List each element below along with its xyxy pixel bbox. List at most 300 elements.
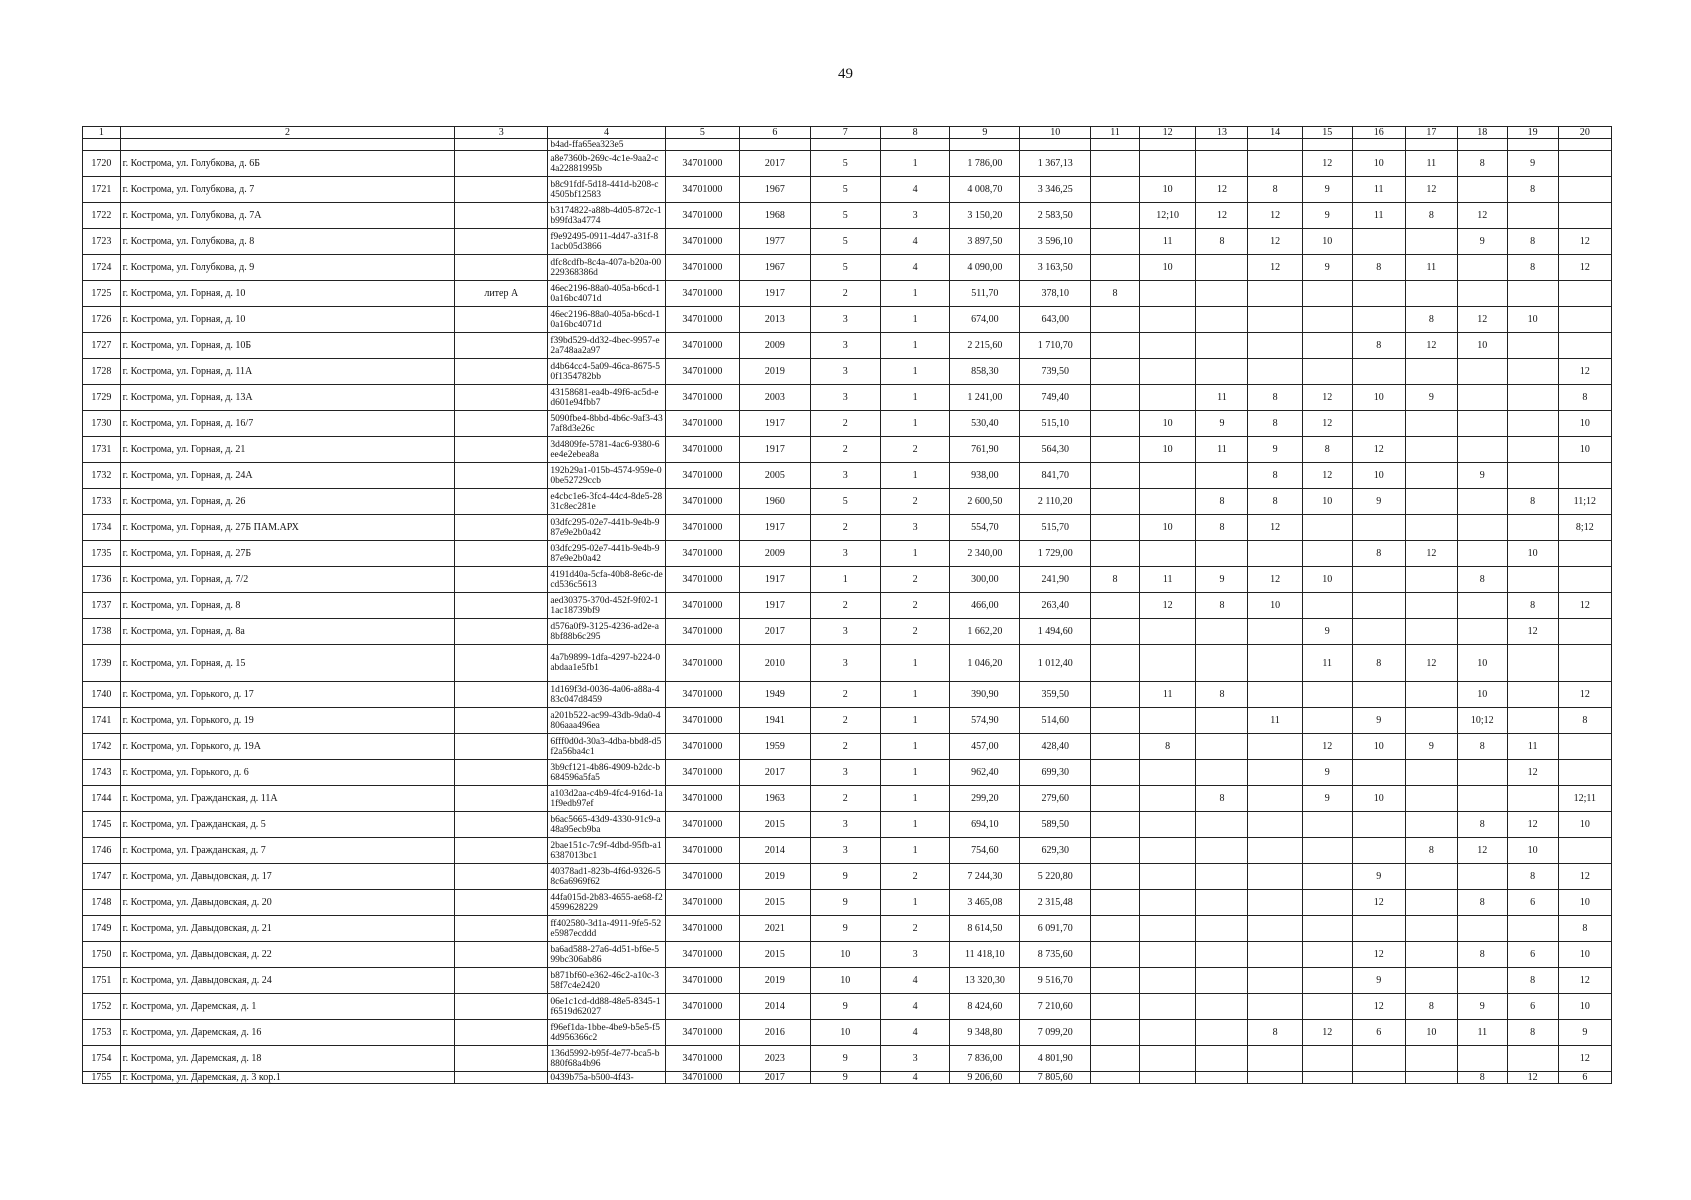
period-value-cell: 8 <box>1558 708 1611 734</box>
continuation-id-cell: b4ad-ffa65ea323e5 <box>548 139 665 151</box>
period-value-cell <box>1558 541 1611 567</box>
period-value-cell <box>1091 359 1140 385</box>
address-cell: г. Кострома, ул. Горная, д. 26 <box>120 489 455 515</box>
fias-id-cell: 03dfc295-02e7-441b-9e4b-987e9e2b0a42 <box>548 541 665 567</box>
cell-empty <box>1020 139 1091 151</box>
cell-empty <box>810 139 880 151</box>
period-value-cell: 8 <box>1457 942 1507 968</box>
floors-cell: 9 <box>810 890 880 916</box>
oktmo-cell: 34701000 <box>665 411 739 437</box>
living-area-cell: 3 163,50 <box>1020 255 1091 281</box>
period-value-cell: 8 <box>1091 567 1140 593</box>
entrances-cell: 3 <box>880 942 950 968</box>
column-number-header: 10 <box>1020 127 1091 139</box>
period-value-cell: 12 <box>1302 411 1352 437</box>
floors-cell: 10 <box>810 1020 880 1046</box>
total-area-cell: 3 150,20 <box>950 203 1020 229</box>
address-cell: г. Кострома, ул. Горная, д. 16/7 <box>120 411 455 437</box>
period-value-cell: 10 <box>1352 385 1405 411</box>
build-year-cell: 1917 <box>739 515 810 541</box>
period-value-cell: 8 <box>1248 411 1302 437</box>
period-value-cell: 12 <box>1405 645 1457 682</box>
table-row <box>83 359 1612 385</box>
column-number-header: 11 <box>1091 127 1140 139</box>
period-value-cell <box>1405 968 1457 994</box>
build-year-cell: 1917 <box>739 593 810 619</box>
period-value-cell <box>1507 333 1558 359</box>
address-cell: г. Кострома, ул. Горная, д. 21 <box>120 437 455 463</box>
entrances-cell: 1 <box>880 463 950 489</box>
total-area-cell: 2 340,00 <box>950 541 1020 567</box>
period-value-cell: 9 <box>1352 968 1405 994</box>
litera-cell <box>455 619 548 645</box>
period-value-cell: 12 <box>1352 890 1405 916</box>
period-value-cell: 8 <box>1405 994 1457 1020</box>
period-value-cell: 9 <box>1302 619 1352 645</box>
period-value-cell <box>1352 812 1405 838</box>
entrances-cell: 1 <box>880 151 950 177</box>
cell-empty <box>455 139 548 151</box>
floors-cell: 10 <box>810 942 880 968</box>
address-cell: г. Кострома, ул. Горная, д. 7/2 <box>120 567 455 593</box>
period-value-cell: 11 <box>1457 1020 1507 1046</box>
table-row <box>83 567 1612 593</box>
period-value-cell: 10 <box>1139 255 1196 281</box>
period-value-cell <box>1302 359 1352 385</box>
period-value-cell: 9 <box>1352 864 1405 890</box>
period-value-cell <box>1352 1046 1405 1072</box>
floors-cell: 3 <box>810 385 880 411</box>
cell-empty <box>950 139 1020 151</box>
table-row <box>83 942 1612 968</box>
period-value-cell <box>1139 1020 1196 1046</box>
table-row <box>83 916 1612 942</box>
period-value-cell <box>1139 1072 1196 1084</box>
period-value-cell: 12 <box>1457 307 1507 333</box>
period-value-cell <box>1352 916 1405 942</box>
period-value-cell <box>1196 968 1248 994</box>
period-value-cell <box>1248 838 1302 864</box>
period-value-cell: 6 <box>1352 1020 1405 1046</box>
row-number-cell: 1730 <box>83 411 121 437</box>
litera-cell <box>455 838 548 864</box>
entrances-cell: 1 <box>880 682 950 708</box>
build-year-cell: 2014 <box>739 838 810 864</box>
period-value-cell <box>1196 281 1248 307</box>
period-value-cell: 8 <box>1248 177 1302 203</box>
build-year-cell: 1917 <box>739 281 810 307</box>
cell-empty <box>1302 139 1352 151</box>
row-number-cell: 1742 <box>83 734 121 760</box>
entrances-cell: 1 <box>880 281 950 307</box>
entrances-cell: 4 <box>880 255 950 281</box>
fias-id-cell: b871bf60-e362-46c2-a10c-358f7c4e2420 <box>548 968 665 994</box>
period-value-cell <box>1405 786 1457 812</box>
period-value-cell <box>1091 203 1140 229</box>
cell-empty <box>1405 139 1457 151</box>
living-area-cell: 699,30 <box>1020 760 1091 786</box>
period-value-cell <box>1405 890 1457 916</box>
floors-cell: 3 <box>810 619 880 645</box>
period-value-cell: 12 <box>1558 968 1611 994</box>
table-row <box>83 177 1612 203</box>
entrances-cell: 4 <box>880 994 950 1020</box>
period-value-cell: 11 <box>1139 567 1196 593</box>
oktmo-cell: 34701000 <box>665 645 739 682</box>
period-value-cell <box>1091 942 1140 968</box>
period-value-cell <box>1405 619 1457 645</box>
period-value-cell: 9 <box>1196 567 1248 593</box>
build-year-cell: 2017 <box>739 760 810 786</box>
period-value-cell <box>1507 411 1558 437</box>
period-value-cell: 8 <box>1507 255 1558 281</box>
period-value-cell: 11;12 <box>1558 489 1611 515</box>
total-area-cell: 8 614,50 <box>950 916 1020 942</box>
period-value-cell <box>1248 942 1302 968</box>
fias-id-cell: 40378ad1-823b-4f6d-9326-58c6a6969f62 <box>548 864 665 890</box>
litera-cell <box>455 151 548 177</box>
period-value-cell <box>1139 385 1196 411</box>
floors-cell: 2 <box>810 515 880 541</box>
period-value-cell <box>1091 864 1140 890</box>
period-value-cell: 10 <box>1139 177 1196 203</box>
floors-cell: 3 <box>810 463 880 489</box>
period-value-cell <box>1405 437 1457 463</box>
period-value-cell <box>1457 385 1507 411</box>
period-value-cell <box>1405 682 1457 708</box>
period-value-cell: 8 <box>1558 385 1611 411</box>
period-value-cell <box>1091 1046 1140 1072</box>
period-value-cell <box>1457 177 1507 203</box>
address-cell: г. Кострома, ул. Давыдовская, д. 24 <box>120 968 455 994</box>
living-area-cell: 4 801,90 <box>1020 1046 1091 1072</box>
living-area-cell: 9 516,70 <box>1020 968 1091 994</box>
period-value-cell <box>1248 645 1302 682</box>
floors-cell: 3 <box>810 541 880 567</box>
period-value-cell: 12 <box>1352 942 1405 968</box>
period-value-cell <box>1248 864 1302 890</box>
period-value-cell <box>1248 1046 1302 1072</box>
period-value-cell: 12 <box>1352 437 1405 463</box>
litera-cell <box>455 333 548 359</box>
period-value-cell <box>1457 916 1507 942</box>
period-value-cell <box>1507 203 1558 229</box>
fias-id-cell: d4b64cc4-5a09-46ca-8675-50f1354782bb <box>548 359 665 385</box>
living-area-cell: 1 494,60 <box>1020 619 1091 645</box>
row-number-cell: 1733 <box>83 489 121 515</box>
period-value-cell: 11 <box>1507 734 1558 760</box>
entrances-cell: 1 <box>880 541 950 567</box>
litera-cell <box>455 760 548 786</box>
total-area-cell: 574,90 <box>950 708 1020 734</box>
entrances-cell: 1 <box>880 307 950 333</box>
column-number-header: 4 <box>548 127 665 139</box>
period-value-cell: 9 <box>1507 151 1558 177</box>
period-value-cell: 9 <box>1302 786 1352 812</box>
fias-id-cell: 6fff0d0d-30a3-4dba-bbd8-d5f2a56ba4c1 <box>548 734 665 760</box>
period-value-cell: 11 <box>1405 151 1457 177</box>
row-number-cell: 1736 <box>83 567 121 593</box>
period-value-cell <box>1302 890 1352 916</box>
period-value-cell <box>1139 812 1196 838</box>
row-number-cell: 1739 <box>83 645 121 682</box>
period-value-cell <box>1457 359 1507 385</box>
period-value-cell <box>1558 463 1611 489</box>
column-number-header: 9 <box>950 127 1020 139</box>
entrances-cell: 1 <box>880 645 950 682</box>
total-area-cell: 300,00 <box>950 567 1020 593</box>
fias-id-cell: 192b29a1-015b-4574-959e-00be52729ccb <box>548 463 665 489</box>
period-value-cell <box>1558 645 1611 682</box>
oktmo-cell: 34701000 <box>665 515 739 541</box>
build-year-cell: 2017 <box>739 619 810 645</box>
table-row <box>83 708 1612 734</box>
period-value-cell: 6 <box>1507 994 1558 1020</box>
table-row <box>83 463 1612 489</box>
period-value-cell <box>1352 307 1405 333</box>
living-area-cell: 1 710,70 <box>1020 333 1091 359</box>
total-area-cell: 466,00 <box>950 593 1020 619</box>
period-value-cell <box>1302 838 1352 864</box>
period-value-cell: 9 <box>1352 489 1405 515</box>
period-value-cell <box>1139 838 1196 864</box>
row-number-cell: 1744 <box>83 786 121 812</box>
period-value-cell: 10 <box>1558 994 1611 1020</box>
row-number-cell: 1735 <box>83 541 121 567</box>
period-value-cell: 11 <box>1139 682 1196 708</box>
oktmo-cell: 34701000 <box>665 760 739 786</box>
row-number-cell: 1748 <box>83 890 121 916</box>
total-area-cell: 11 418,10 <box>950 942 1020 968</box>
period-value-cell: 8 <box>1196 593 1248 619</box>
period-value-cell: 9 <box>1558 1020 1611 1046</box>
period-value-cell <box>1139 786 1196 812</box>
table-row <box>83 229 1612 255</box>
period-value-cell: 9 <box>1352 708 1405 734</box>
period-value-cell: 12 <box>1558 1046 1611 1072</box>
period-value-cell: 9 <box>1405 734 1457 760</box>
floors-cell: 2 <box>810 786 880 812</box>
total-area-cell: 938,00 <box>950 463 1020 489</box>
address-cell: г. Кострома, ул. Горького, д. 17 <box>120 682 455 708</box>
entrances-cell: 1 <box>880 812 950 838</box>
living-area-cell: 514,60 <box>1020 708 1091 734</box>
floors-cell: 2 <box>810 281 880 307</box>
period-value-cell <box>1091 708 1140 734</box>
period-value-cell <box>1196 541 1248 567</box>
oktmo-cell: 34701000 <box>665 838 739 864</box>
period-value-cell: 8;12 <box>1558 515 1611 541</box>
period-value-cell: 12 <box>1405 541 1457 567</box>
living-area-cell: 2 110,20 <box>1020 489 1091 515</box>
litera-cell <box>455 515 548 541</box>
row-number-cell: 1753 <box>83 1020 121 1046</box>
address-cell: г. Кострома, ул. Горная, д. 10Б <box>120 333 455 359</box>
period-value-cell: 12 <box>1507 1072 1558 1084</box>
period-value-cell: 8 <box>1352 645 1405 682</box>
fias-id-cell: 3b9cf121-4b86-4909-b2dc-b684596a5fa5 <box>548 760 665 786</box>
total-area-cell: 2 215,60 <box>950 333 1020 359</box>
table-row <box>83 838 1612 864</box>
entrances-cell: 2 <box>880 864 950 890</box>
period-value-cell <box>1248 786 1302 812</box>
fias-id-cell: 4191d40a-5cfa-40b8-8e6c-decd536c5613 <box>548 567 665 593</box>
living-area-cell: 1 367,13 <box>1020 151 1091 177</box>
build-year-cell: 2016 <box>739 1020 810 1046</box>
period-value-cell <box>1196 916 1248 942</box>
period-value-cell: 8 <box>1405 838 1457 864</box>
oktmo-cell: 34701000 <box>665 255 739 281</box>
litera-cell <box>455 916 548 942</box>
entrances-cell: 1 <box>880 838 950 864</box>
row-number-cell: 1747 <box>83 864 121 890</box>
litera-cell <box>455 541 548 567</box>
period-value-cell <box>1091 333 1140 359</box>
fias-id-cell: ba6ad588-27a6-4d51-bf6e-599bc306ab86 <box>548 942 665 968</box>
period-value-cell <box>1196 812 1248 838</box>
entrances-cell: 2 <box>880 489 950 515</box>
period-value-cell <box>1405 359 1457 385</box>
living-area-cell: 841,70 <box>1020 463 1091 489</box>
build-year-cell: 2015 <box>739 890 810 916</box>
period-value-cell <box>1405 916 1457 942</box>
floors-cell: 5 <box>810 489 880 515</box>
litera-cell: литер А <box>455 281 548 307</box>
period-value-cell <box>1507 515 1558 541</box>
living-area-cell: 1 729,00 <box>1020 541 1091 567</box>
living-area-cell: 564,30 <box>1020 437 1091 463</box>
period-value-cell <box>1352 411 1405 437</box>
living-area-cell: 629,30 <box>1020 838 1091 864</box>
period-value-cell: 6 <box>1507 890 1558 916</box>
cell-empty <box>1558 139 1611 151</box>
period-value-cell <box>1352 1072 1405 1084</box>
entrances-cell: 3 <box>880 515 950 541</box>
period-value-cell <box>1558 734 1611 760</box>
period-value-cell: 9 <box>1302 177 1352 203</box>
entrances-cell: 2 <box>880 619 950 645</box>
litera-cell <box>455 942 548 968</box>
table-row <box>83 1046 1612 1072</box>
period-value-cell <box>1091 255 1140 281</box>
living-area-cell: 263,40 <box>1020 593 1091 619</box>
period-value-cell <box>1091 682 1140 708</box>
fias-id-cell: f96ef1da-1bbe-4be9-b5e5-f54d956366c2 <box>548 1020 665 1046</box>
floors-cell: 1 <box>810 567 880 593</box>
table-row <box>83 682 1612 708</box>
fias-id-cell: d576a0f9-3125-4236-ad2e-a8bf88b6c295 <box>548 619 665 645</box>
period-value-cell <box>1139 151 1196 177</box>
oktmo-cell: 34701000 <box>665 567 739 593</box>
cell-empty <box>1352 139 1405 151</box>
build-year-cell: 2010 <box>739 645 810 682</box>
column-number-header: 3 <box>455 127 548 139</box>
period-value-cell: 12 <box>1405 177 1457 203</box>
table-row <box>83 411 1612 437</box>
period-value-cell <box>1248 281 1302 307</box>
litera-cell <box>455 463 548 489</box>
period-value-cell: 12 <box>1248 515 1302 541</box>
period-value-cell <box>1507 682 1558 708</box>
table-row <box>83 515 1612 541</box>
period-value-cell <box>1405 463 1457 489</box>
floors-cell: 2 <box>810 708 880 734</box>
table-row <box>83 1020 1612 1046</box>
period-value-cell <box>1302 994 1352 1020</box>
period-value-cell: 8 <box>1196 515 1248 541</box>
period-value-cell <box>1302 916 1352 942</box>
period-value-cell <box>1196 151 1248 177</box>
period-value-cell <box>1352 619 1405 645</box>
litera-cell <box>455 812 548 838</box>
period-value-cell <box>1352 515 1405 541</box>
period-value-cell <box>1405 567 1457 593</box>
period-value-cell <box>1139 1046 1196 1072</box>
table-row <box>83 385 1612 411</box>
living-area-cell: 515,10 <box>1020 411 1091 437</box>
litera-cell <box>455 177 548 203</box>
table-row <box>83 437 1612 463</box>
row-number-cell: 1755 <box>83 1072 121 1084</box>
entrances-cell: 1 <box>880 786 950 812</box>
period-value-cell: 10;12 <box>1457 708 1507 734</box>
period-value-cell: 12 <box>1196 203 1248 229</box>
column-number-header: 12 <box>1139 127 1196 139</box>
period-value-cell <box>1558 760 1611 786</box>
fias-id-cell: 136d5992-b95f-4e77-bca5-b880f68a4b96 <box>548 1046 665 1072</box>
period-value-cell: 8 <box>1507 489 1558 515</box>
entrances-cell: 4 <box>880 177 950 203</box>
period-value-cell <box>1091 734 1140 760</box>
table-row <box>83 968 1612 994</box>
floors-cell: 3 <box>810 760 880 786</box>
period-value-cell <box>1248 541 1302 567</box>
period-value-cell <box>1196 864 1248 890</box>
column-number-header: 16 <box>1352 127 1405 139</box>
floors-cell: 9 <box>810 1046 880 1072</box>
address-cell: г. Кострома, ул. Давыдовская, д. 20 <box>120 890 455 916</box>
period-value-cell <box>1302 864 1352 890</box>
floors-cell: 5 <box>810 255 880 281</box>
build-year-cell: 2019 <box>739 968 810 994</box>
period-value-cell: 12 <box>1558 255 1611 281</box>
table-row <box>83 645 1612 682</box>
living-area-cell: 5 220,80 <box>1020 864 1091 890</box>
fias-id-cell: b3174822-a88b-4d05-872c-1b99fd3a4774 <box>548 203 665 229</box>
period-value-cell <box>1507 786 1558 812</box>
total-area-cell: 674,00 <box>950 307 1020 333</box>
period-value-cell: 11 <box>1352 203 1405 229</box>
period-value-cell <box>1352 838 1405 864</box>
period-value-cell: 8 <box>1405 307 1457 333</box>
period-value-cell: 8 <box>1507 864 1558 890</box>
period-value-cell <box>1248 994 1302 1020</box>
period-value-cell <box>1248 1072 1302 1084</box>
cell-empty <box>1139 139 1196 151</box>
period-value-cell <box>1091 916 1140 942</box>
period-value-cell: 10 <box>1352 734 1405 760</box>
address-cell: г. Кострома, ул. Давыдовская, д. 21 <box>120 916 455 942</box>
period-value-cell <box>1405 812 1457 838</box>
row-number-cell: 1732 <box>83 463 121 489</box>
address-cell: г. Кострома, ул. Горького, д. 6 <box>120 760 455 786</box>
period-value-cell: 12 <box>1507 760 1558 786</box>
period-value-cell <box>1457 968 1507 994</box>
period-value-cell <box>1457 593 1507 619</box>
living-area-cell: 3 346,25 <box>1020 177 1091 203</box>
period-value-cell <box>1196 734 1248 760</box>
period-value-cell <box>1248 968 1302 994</box>
